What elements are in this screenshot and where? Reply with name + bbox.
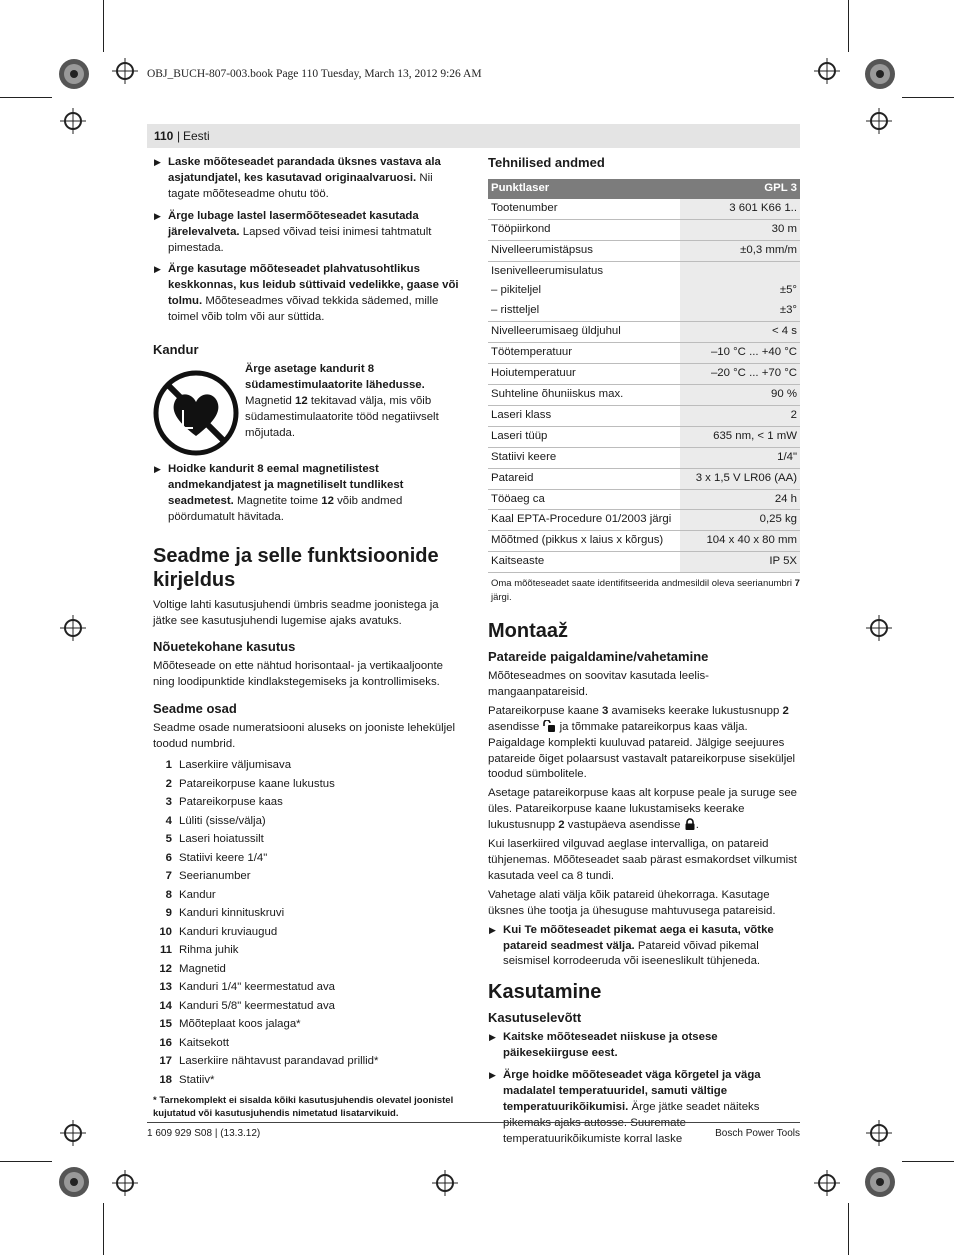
parts-list-item xyxy=(153,868,465,887)
registration-crosshair-icon xyxy=(814,58,840,84)
part-label: Lüliti (sisse/välja) xyxy=(179,814,266,827)
spec-row xyxy=(488,199,800,219)
spec-label: Tööaeg ca xyxy=(488,489,680,510)
bullet-arrow-icon: ▶ xyxy=(154,264,161,275)
spec-label: Nivelleerumistäpsus xyxy=(488,240,680,261)
spec-value: 104 x 40 x 80 mm xyxy=(680,531,800,552)
spec-value: < 4 s xyxy=(680,322,800,343)
part-label: Patareikorpuse kaas xyxy=(179,796,283,809)
parts-list-item xyxy=(153,905,465,924)
right-column xyxy=(488,155,800,1154)
part-number: 3 xyxy=(165,796,172,809)
footer-doc-number: 1 609 929 S08 | (13.3.12) xyxy=(147,1128,261,1139)
registration-crosshair-icon xyxy=(432,1170,458,1196)
part-label: Kanduri 5/8" keermestatud ava xyxy=(179,999,336,1012)
parts-list-item xyxy=(153,1071,465,1090)
part-label: Laseri hoiatussilt xyxy=(179,833,264,846)
parts-list-item xyxy=(153,757,465,776)
parts-heading: Seadme osad xyxy=(153,701,237,717)
parts-list-item xyxy=(153,942,465,961)
use-bullet: ▶ Kaitske mõõteseadet niiskuse ja otsese päikesekiirguse eest. xyxy=(489,1031,718,1060)
spec-label: Patareid xyxy=(488,468,680,489)
header-separator: | xyxy=(177,129,181,143)
spec-value: 2 xyxy=(680,405,800,426)
spec-value: 90 % xyxy=(680,384,800,405)
crop-mark xyxy=(848,1203,849,1255)
spec-label: – ristteljel xyxy=(488,301,680,321)
bullet-arrow-icon: ▶ xyxy=(489,1032,496,1043)
parts-intro: Seadme osade numeratsiooni aluseks on jooniste leheküljel toodud numbrid. xyxy=(153,722,456,750)
registration-star-icon xyxy=(864,58,896,90)
section-title: Seadme ja selle funktsioonide kirjeldus xyxy=(153,544,439,591)
spec-label: Isenivelleerumisulatus xyxy=(491,264,604,277)
unlock-icon xyxy=(542,720,556,732)
part-number: 4 xyxy=(165,814,172,827)
intended-use-heading: Nõuetekohane kasutus xyxy=(153,639,296,655)
kandur-warning: Ärge asetage kandurit 8 südamestimulaatorite lähedusse. Magnetid 12 tekitavad välja, mis võib südamestimulaatorite tööd negatiivselt mõjutada. xyxy=(153,362,465,456)
parts-list-item xyxy=(153,1016,465,1035)
safety-bullet: ▶ Laske mõõteseadet parandada üksnes vastava ala asjatundjatel, kes kasutavad originaalvaruosi. Nii tagate mõõteseadme ohutu töö. xyxy=(154,156,441,200)
spec-row xyxy=(488,510,800,531)
part-number: 7 xyxy=(165,870,172,883)
spec-value: –20 °C ... +70 °C xyxy=(680,364,800,385)
print-header: OBJ_BUCH-807-003.book Page 110 Tuesday, March 13, 2012 9:26 AM xyxy=(147,68,482,80)
part-number: 15 xyxy=(159,1018,172,1031)
bullet-arrow-icon: ▶ xyxy=(489,924,496,935)
spec-header-model: GPL 3 xyxy=(680,179,800,199)
part-number: 18 xyxy=(159,1073,172,1086)
spec-value: IP 5X xyxy=(680,552,800,573)
part-number: 10 xyxy=(159,925,172,938)
spec-row xyxy=(488,384,800,405)
part-number: 5 xyxy=(165,833,172,846)
crop-mark xyxy=(103,1203,104,1255)
montaz-title: Montaaž xyxy=(488,620,568,643)
intended-use-text: Mõõteseade on ette nähtud horisontaal- ja vertikaaljoonte ning loodipunktide kindlakstegemiseks ja kontrollimiseks. xyxy=(153,660,444,689)
crop-mark xyxy=(0,1161,52,1162)
spec-label: Mõõtmed (pikkus x laius x kõrgus) xyxy=(488,531,680,552)
spec-row xyxy=(488,447,800,468)
part-label: Mõõteplaat koos jalaga* xyxy=(179,1018,301,1031)
safety-bullet: ▶ Ärge lubage lastel lasermõõteseadet kasutada järelevalveta. Lapsed võivad teisi inimesi tahtmatult pimestada. xyxy=(154,209,432,254)
part-label: Kanduri kruviaugud xyxy=(179,925,278,938)
spec-table xyxy=(488,179,800,573)
parts-list-item xyxy=(153,831,465,850)
spec-label: Tööpiirkond xyxy=(488,219,680,240)
part-label: Rihma juhik xyxy=(179,944,239,957)
battery-paragraph: Vahetage alati välja kõik patareid ühekorraga. Kasutage üksnes ühe tootja ja ühesuguse mahtuvusega patareisid. xyxy=(488,888,776,917)
parts-list-item xyxy=(153,886,465,905)
registration-crosshair-icon xyxy=(866,108,892,134)
footnote: * Tarnekomplekt ei sisalda kõiki kasutusjuhendis olevatel joonistel kujutatud või kasutusjuhendis nimetatud lisatarvikuid. xyxy=(153,1094,454,1119)
tech-data-heading: Tehnilised andmed xyxy=(488,155,605,170)
bullet-arrow-icon: ▶ xyxy=(154,210,161,221)
use-bullet: ▶ Ärge hoidke mõõteseadet väga kõrgetel ja väga madalatel temperatuuridel, samuti vältige temperatuurikõikumisi. Ärge jätke seadet näiteks pikemaks ajaks autosse. Suuremate temperatuurikõikumiste korral laske xyxy=(489,1069,761,1145)
spec-row xyxy=(488,468,800,489)
spec-row xyxy=(488,281,800,301)
battery-paragraph: Mõõteseadmes on soovitav kasutada leelis-mangaanpatareisid. xyxy=(488,670,709,698)
part-number: 6 xyxy=(165,851,172,864)
part-label: Kanduri kinnituskruvi xyxy=(179,907,285,920)
part-number: 9 xyxy=(165,907,172,920)
spec-value: 1/4" xyxy=(680,447,800,468)
spec-note: Oma mõõteseadet saate identifitseerida andmesildil oleva seerianumbri 7 järgi. xyxy=(491,578,800,604)
part-number: 8 xyxy=(165,888,172,901)
spec-label: Kaal EPTA-Procedure 01/2003 järgi xyxy=(488,510,680,531)
crop-mark xyxy=(902,1161,954,1162)
part-number: 14 xyxy=(159,999,172,1012)
registration-crosshair-icon xyxy=(60,1120,86,1146)
kandur-bullet: ▶ Hoidke kandurit 8 eemal magnetilistest andmekandjatest ja magnetiliselt tundlikest seadmetest. Magnetite toime 12 võib andmed pöördumatult hävitada. xyxy=(154,462,404,523)
registration-crosshair-icon xyxy=(866,1120,892,1146)
registration-crosshair-icon xyxy=(866,615,892,641)
spec-row xyxy=(488,531,800,552)
bullet-arrow-icon: ▶ xyxy=(154,463,161,474)
spec-value xyxy=(680,261,800,281)
header-language: Eesti xyxy=(183,129,210,143)
part-number: 12 xyxy=(159,962,172,975)
page-number: 110 xyxy=(154,129,174,143)
registration-crosshair-icon xyxy=(112,58,138,84)
footer-brand: Bosch Power Tools xyxy=(715,1128,800,1139)
registration-crosshair-icon xyxy=(814,1170,840,1196)
spec-value: ±5° xyxy=(680,281,800,301)
spec-value: ±3° xyxy=(680,301,800,321)
safety-bullet: ▶ Ärge kasutage mõõteseadet plahvatusohtlikus keskkonnas, kus leidub süttivaid vedelikke, gaase või tolmu. Mõõteseadmes võivad tekkida sädemed, mille toimel võib tolm või aur süttida. xyxy=(154,263,459,324)
spec-value: 24 h xyxy=(680,489,800,510)
spec-label: Laseri klass xyxy=(488,405,680,426)
spec-value: –10 °C ... +40 °C xyxy=(680,343,800,364)
part-label: Laserkiire väljumisava xyxy=(179,759,292,772)
registration-crosshair-icon xyxy=(60,108,86,134)
parts-list-item xyxy=(153,979,465,998)
part-number: 17 xyxy=(159,1055,172,1068)
spec-label: Hoiutemperatuur xyxy=(488,364,680,385)
registration-crosshair-icon xyxy=(112,1170,138,1196)
spec-label: Nivelleerumisaeg üldjuhul xyxy=(488,322,680,343)
left-column xyxy=(153,155,465,1120)
part-label: Statiiv* xyxy=(179,1073,215,1086)
spec-row xyxy=(488,364,800,385)
spec-row xyxy=(488,405,800,426)
spec-label: Statiivi keere xyxy=(488,447,680,468)
part-label: Kandur xyxy=(179,888,216,901)
spec-row xyxy=(488,343,800,364)
parts-list-item xyxy=(153,997,465,1016)
section-intro: Voltige lahti kasutusjuhendi ümbris seadme joonistega ja jätke see kasutusjuhendi lugemise ajaks avatuks. xyxy=(153,598,439,627)
registration-star-icon xyxy=(864,1166,896,1198)
part-label: Seerianumber xyxy=(179,870,251,883)
battery-paragraph: Kui laserkiired vilguvad aeglase intervalliga, on patareid tühjenemas. Mõõteseadet saab pärast esmakordset vilkumist kasutada veel ca 8 tundi. xyxy=(488,838,797,882)
pacemaker-prohibited-icon xyxy=(153,370,239,456)
startup-heading: Kasutuselevõtt xyxy=(488,1010,582,1026)
part-label: Patareikorpuse kaane lukustus xyxy=(179,777,335,790)
kandur-heading: Kandur xyxy=(153,342,199,358)
spec-header-row xyxy=(488,179,800,199)
parts-list-item xyxy=(153,812,465,831)
parts-list-item xyxy=(153,1034,465,1053)
part-number: 2 xyxy=(165,777,172,790)
bullet-arrow-icon: ▶ xyxy=(489,1070,496,1081)
battery-paragraph: Patareikorpuse kaane 3 avamiseks keerake lukustusnupp 2 asendisse ja tõmmake patareikorpus kaas välja. Paigaldage komplekti kuuluvad patareid. Jälgige seejuures patareide õiget polaarsust vastavalt patareikorpuse siseküljel toodud sümbolitele. xyxy=(488,704,796,781)
registration-star-icon xyxy=(58,58,90,90)
battery-paragraph: Asetage patareikorpuse kaas alt korpuse peale ja suruge see üles. Patareikorpuse kaane lukustamiseks keerake lukustusnupp 2 vastupäeva asendisse . xyxy=(488,787,798,832)
parts-list-item xyxy=(153,960,465,979)
registration-star-icon xyxy=(58,1166,90,1198)
spec-row xyxy=(488,426,800,447)
crop-mark xyxy=(103,0,104,52)
spec-label: Kaitseaste xyxy=(488,552,680,573)
spec-value: 635 nm, < 1 mW xyxy=(680,426,800,447)
spec-row xyxy=(488,322,800,343)
spec-label: Töötemperatuur xyxy=(488,343,680,364)
parts-list-item xyxy=(153,923,465,942)
use-title: Kasutamine xyxy=(488,981,602,1004)
spec-value: 30 m xyxy=(680,219,800,240)
part-number: 11 xyxy=(159,944,172,957)
crop-mark xyxy=(0,97,52,98)
spec-row xyxy=(488,301,800,321)
spec-row xyxy=(488,240,800,261)
crop-mark xyxy=(848,0,849,52)
battery-bullet: ▶ Kui Te mõõteseadet pikemat aega ei kasuta, võtke patareid seadmest välja. Patareid võivad pikemal seismisel korrodeeruda või iseeneslikult tühjeneda. xyxy=(489,923,774,968)
registration-crosshair-icon xyxy=(60,615,86,641)
part-label: Kanduri 1/4" keermestatud ava xyxy=(179,981,336,994)
spec-label: Tootenumber xyxy=(488,199,680,219)
part-number: 13 xyxy=(159,981,172,994)
part-label: Magnetid xyxy=(179,962,226,975)
spec-value: 3 601 K66 1.. xyxy=(680,199,800,219)
spec-value: 3 x 1,5 V LR06 (AA) xyxy=(680,468,800,489)
crop-mark xyxy=(902,97,954,98)
spec-row xyxy=(488,219,800,240)
parts-list-item xyxy=(153,775,465,794)
parts-list-item xyxy=(153,794,465,813)
part-number: 1 xyxy=(165,759,172,772)
parts-list xyxy=(153,757,465,1090)
parts-list-item xyxy=(153,1053,465,1072)
spec-header-label: Punktlaser xyxy=(488,179,680,199)
spec-row xyxy=(488,552,800,573)
spec-label: – pikiteljel xyxy=(491,284,542,297)
spec-value: ±0,3 mm/m xyxy=(680,240,800,261)
page-footer xyxy=(147,1122,800,1139)
spec-label: Laseri tüüp xyxy=(488,426,680,447)
battery-heading: Patareide paigaldamine/vahetamine xyxy=(488,649,709,665)
spec-row xyxy=(488,489,800,510)
spec-label: Suhteline õhuniiskus max. xyxy=(488,384,680,405)
part-label: Kaitsekott xyxy=(179,1036,230,1049)
part-label: Statiivi keere 1/4" xyxy=(179,851,268,864)
spec-row xyxy=(488,261,800,281)
part-label: Laserkiire nähtavust parandavad prillid* xyxy=(179,1055,379,1068)
spec-value: 0,25 kg xyxy=(680,510,800,531)
bullet-arrow-icon: ▶ xyxy=(154,157,161,167)
part-number: 16 xyxy=(159,1036,172,1049)
lock-icon xyxy=(684,818,696,830)
parts-list-item xyxy=(153,849,465,868)
page-header-bar xyxy=(147,124,800,148)
